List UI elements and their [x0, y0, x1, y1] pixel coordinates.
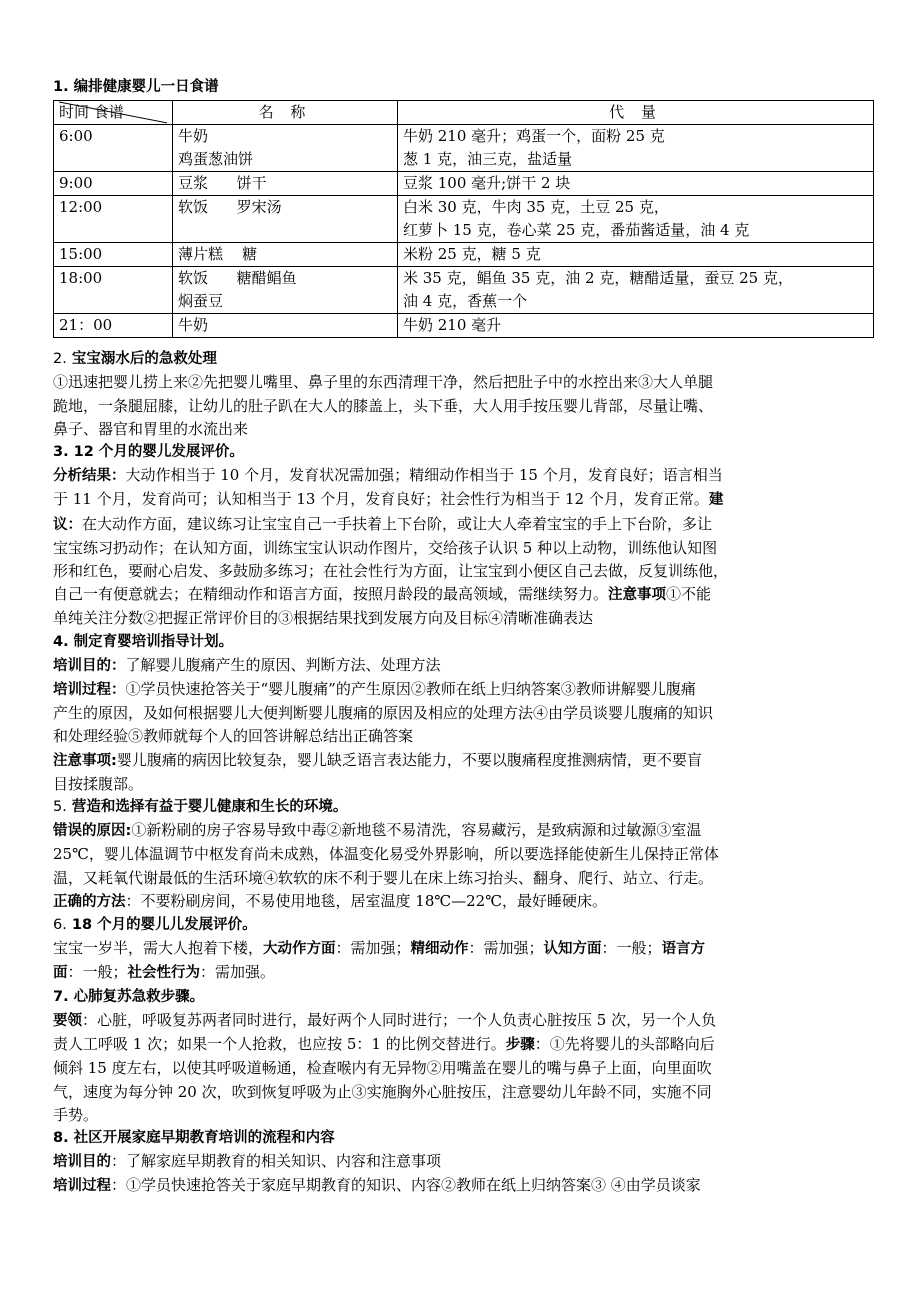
- analysis-text: 于 11 个月，发育尚可；认知相当于 13 个月，发育良好；社会性行为相当于 12 个月，发育正常。: [53, 490, 709, 509]
- section-4-heading: [53, 631, 875, 654]
- meal-time-cell: 12:00: [54, 196, 173, 243]
- section-6-heading: [53, 914, 875, 937]
- section-7-title: 心肺复苏急救步骤。: [73, 988, 205, 1005]
- meal-amount-cell: [398, 314, 874, 338]
- meal-amount-cell: [398, 196, 874, 243]
- language-label: 面: [53, 965, 68, 982]
- section-4-line: [53, 654, 875, 678]
- language-label: 语言方: [661, 941, 706, 958]
- advice-text: 在大动作方面，建议练习让宝宝自己一手扶着上下台阶，或让大人牵着宝宝的手上下台阶，多让: [82, 514, 713, 533]
- section-2-line: 跪地，一条腿屈膝，让幼儿的肚子趴在大人的膝盖上，头下垂，大人用手按压婴儿背部，尽量让嘴、: [53, 396, 714, 415]
- training-process-label: 培训过程：: [53, 682, 126, 699]
- analysis-label: 分析结果：: [53, 468, 126, 485]
- section-7-line: 气，速度为每分钟 20 次，吹到恢复呼吸为止③实施胸外心脏按压，注意婴幼儿年龄不同，实施不同: [53, 1082, 712, 1101]
- gross-motor-text: ：需加强；: [335, 939, 411, 958]
- key-points-text: 责人工呼吸 1 次；如果一个人抢救，也应按 5：1 的比例交替进行。: [53, 1035, 506, 1054]
- training-goal-text: 了解婴儿腹痛产生的原因、判断方法、处理方法: [125, 655, 441, 674]
- section-3-line: 宝宝练习扔动作；在认知方面，训练宝宝认识动作图片，交给孩子认识 5 种以上动物，训练他认知图: [53, 538, 718, 557]
- analysis-text: 大动作相当于 10 个月，发育状况需加强；精细动作相当于 15 个月，发育良好；语言相当: [125, 466, 723, 485]
- section-4-line: 目按揉腹部。: [53, 774, 144, 793]
- section-3-line: [53, 513, 875, 537]
- key-points-text: ：心脏，呼吸复苏两者同时进行，最好两个人同时进行；一个人负责心脏按压 5 次，另一个人负: [82, 1010, 717, 1029]
- section-7-line: [53, 1009, 875, 1033]
- section-7-line: 倾斜 15 度左右，以使其呼吸道畅通，检查喉内有无异物②用嘴盖在婴儿的嘴与鼻子上面，向里面吹: [53, 1059, 712, 1078]
- section-5-line: [53, 819, 875, 843]
- meal-amount-line: 葱 1 克，油三克，盐适量: [403, 150, 573, 169]
- evaluation-text: 宝宝一岁半，需大人抱着下楼，: [53, 939, 264, 958]
- meal-amount-line: 米 35 克，鲳鱼 35 克，油 2 克，糖醋适量，蚕豆 25 克，: [403, 269, 793, 288]
- table-row: [54, 314, 874, 338]
- section-2-title: 宝宝溺水后的急救处理: [71, 351, 217, 368]
- table-header-name: 名 称: [173, 101, 398, 125]
- table-header-amount: 代 量: [398, 101, 874, 125]
- section-7-number: 7.: [53, 988, 69, 1005]
- notes-label: 注意事项:: [53, 752, 117, 769]
- language-text: ：一般；: [67, 963, 128, 982]
- training-process-label: 培训过程: [53, 1178, 111, 1195]
- section-2-number: 2.: [53, 351, 67, 368]
- section-4-line: [53, 678, 875, 702]
- notes-text: ①不能: [666, 585, 712, 604]
- section-4-line: 产生的原因，及如何根据婴儿大便判断婴儿腹痛的原因及相应的处理方法④由学员谈婴儿腹痛的知识: [53, 704, 714, 723]
- section-4-number: 4.: [53, 633, 69, 650]
- wrong-reasons-label: 错误的原因:: [53, 823, 132, 840]
- meal-time-cell: 21：00: [54, 314, 173, 338]
- notes-text: 婴儿腹痛的病因比较复杂，婴儿缺乏语言表达能力，不要以腹痛程度推测病情，更不要盲: [116, 750, 702, 769]
- section-6-line: [53, 937, 875, 961]
- steps-text: ：①先将婴儿的头部略向后: [534, 1035, 715, 1054]
- section-8-line: [53, 1174, 875, 1198]
- fine-motor-text: ：需加强；: [468, 939, 544, 958]
- advice-label: 议：: [53, 516, 82, 533]
- section-3-line: [53, 583, 875, 607]
- meal-amount-cell: [398, 267, 874, 314]
- section-6-line: [53, 961, 875, 985]
- section-1-title: 1. 编排健康婴儿一日食谱: [53, 79, 219, 95]
- notes-label: 注意事项: [608, 587, 667, 604]
- table-row: [54, 267, 874, 314]
- training-process-text: ①学员快速抢答关于“婴儿腹痛”的产生原因②教师在纸上归纳答案③教师讲解婴儿腹痛: [125, 680, 696, 699]
- training-process-text: ：①学员快速抢答关于家庭早期教育的知识、内容②教师在纸上归纳答案③ ④由学员谈家: [111, 1176, 701, 1195]
- section-5-line: 25℃，婴儿体温调节中枢发育尚未成熟，体温变化易受外界影响，所以要选择能使新生儿保持正常体: [53, 845, 719, 864]
- section-2-line: 鼻子、器官和胃里的水流出来: [53, 419, 249, 438]
- section-7-heading: [53, 986, 875, 1009]
- meal-time-cell: 18:00: [54, 267, 173, 314]
- correct-method-label: 正确的方法: [53, 893, 126, 910]
- section-8-title: 社区开展家庭早期教育培训的流程和内容: [73, 1129, 335, 1146]
- section-5-heading: [53, 796, 875, 819]
- section-6-title: 18 个月的婴儿儿发展评价。: [71, 917, 257, 934]
- gross-motor-label: 大动作方面: [263, 941, 336, 958]
- meal-amount-line: 豆浆 100 毫升;饼干 2 块: [403, 174, 571, 193]
- fine-motor-label: 精细动作: [410, 941, 469, 958]
- meal-time-cell: 15:00: [54, 243, 173, 267]
- advice-text: 自己一有便意就去；在精细动作和语言方面，按照月龄段的最高领域，需继续努力。: [53, 585, 609, 604]
- meal-name-line: 薄片糕 糖: [178, 245, 258, 264]
- table-row: [54, 196, 874, 243]
- meal-time-cell: 6:00: [54, 125, 173, 172]
- meal-amount-line: 红萝卜 15 克，卷心菜 25 克，番茄酱适量，油 4 克: [403, 221, 750, 240]
- meal-name-cell: [173, 196, 398, 243]
- section-5-line: [53, 890, 875, 914]
- meal-amount-line: 白米 30 克，牛肉 35 克，土豆 25 克，: [403, 198, 669, 217]
- section-3-line: 单纯关注分数②把握正常评价目的③根据结果找到发展方向及目标④清晰准确表达: [53, 609, 594, 628]
- section-4-line: [53, 749, 875, 773]
- section-2-heading: [53, 348, 875, 371]
- meal-amount-cell: [398, 243, 874, 267]
- meal-name-cell: [173, 267, 398, 314]
- meal-name-line: 鸡蛋葱油饼: [178, 150, 254, 169]
- section-6-number: 6.: [53, 917, 67, 934]
- table-row: [54, 172, 874, 196]
- section-3-line: [53, 488, 875, 512]
- cognition-text: ：一般；: [601, 939, 662, 958]
- document-page: [53, 76, 875, 1199]
- meal-table: [53, 100, 874, 338]
- meal-amount-line: 牛奶 210 毫升；鸡蛋一个，面粉 25 克: [403, 127, 665, 146]
- social-label: 社会性行为: [127, 965, 201, 982]
- section-3-number: 3.: [53, 444, 69, 461]
- social-text: ：需加强。: [200, 963, 276, 982]
- section-8-heading: [53, 1127, 875, 1150]
- section-3-line: [53, 464, 875, 488]
- meal-name-line: 焖蚕豆: [178, 292, 224, 311]
- cognition-label: 认知方面: [543, 941, 602, 958]
- meal-name-cell: [173, 125, 398, 172]
- diagonal-line-icon: [59, 101, 167, 124]
- meal-time-cell: 9:00: [54, 172, 173, 196]
- table-corner-cell: [54, 101, 173, 125]
- section-5-title: 营造和选择有益于婴儿健康和生长的环境。: [71, 799, 348, 816]
- meal-amount-cell: [398, 125, 874, 172]
- section-2-line: ①迅速把婴儿捞上来②先把婴儿嘴里、鼻子里的东西清理干净，然后把肚子中的水控出来③大人单腿: [53, 373, 714, 392]
- section-4-title: 制定育婴培训指导计划。: [73, 633, 234, 650]
- section-8-line: [53, 1150, 875, 1174]
- wrong-reasons-text: ①新粉刷的房子容易导致中毒②新地毯不易清洗，容易藏污，是致病源和过敏源③室温: [131, 821, 702, 840]
- section-3-title: 12 个月的婴儿发展评价。: [73, 444, 244, 461]
- meal-name-cell: [173, 172, 398, 196]
- section-5-number: 5.: [53, 799, 67, 816]
- table-row: [54, 125, 874, 172]
- training-goal-label: 培训目的: [53, 1154, 111, 1171]
- section-4-line: 和处理经验⑤教师就每个人的回答讲解总结出正确答案: [53, 727, 414, 746]
- meal-amount-cell: [398, 172, 874, 196]
- meal-name-line: 牛奶: [178, 316, 209, 335]
- table-corner-label: 时间 食谱: [59, 103, 124, 122]
- advice-label: 建: [708, 492, 724, 509]
- section-3-line: 形和红色，要耐心启发、多鼓励多练习；在社会性行为方面，让宝宝到小便区自己去做，反复训练他，: [53, 562, 729, 581]
- key-points-label: 要领: [53, 1012, 82, 1029]
- meal-name-line: 软饭 罗宋汤: [178, 198, 282, 217]
- table-header-row: [54, 101, 874, 125]
- meal-amount-line: 油 4 克，香蕉一个: [403, 292, 528, 311]
- meal-name-cell: [173, 243, 398, 267]
- meal-name-line: 软饭 糖醋鲳鱼: [178, 269, 297, 288]
- training-goal-label: 培训目的：: [53, 657, 126, 674]
- steps-label: 步骤: [505, 1037, 535, 1054]
- section-8-number: 8.: [53, 1129, 69, 1146]
- meal-amount-line: 牛奶 210 毫升: [403, 316, 502, 335]
- table-row: [54, 243, 874, 267]
- section-3-heading: [53, 441, 875, 464]
- meal-amount-line: 米粉 25 克，糖 5 克: [403, 245, 541, 264]
- meal-name-line: 豆浆 饼干: [178, 174, 267, 193]
- section-7-line: 手势。: [53, 1105, 99, 1124]
- meal-name-cell: [173, 314, 398, 338]
- correct-method-text: ：不要粉刷房间，不易使用地毯，居室温度 18℃—22℃，最好睡硬床。: [125, 891, 608, 910]
- section-7-line: [53, 1033, 875, 1057]
- section-5-line: 温，又耗氧代谢最低的生活环境④软软的床不利于婴儿在床上练习抬头、翻身、爬行、站立、行走。: [53, 868, 714, 887]
- training-goal-text: ：了解家庭早期教育的相关知识、内容和注意事项: [111, 1152, 442, 1171]
- meal-name-line: 牛奶: [178, 127, 209, 146]
